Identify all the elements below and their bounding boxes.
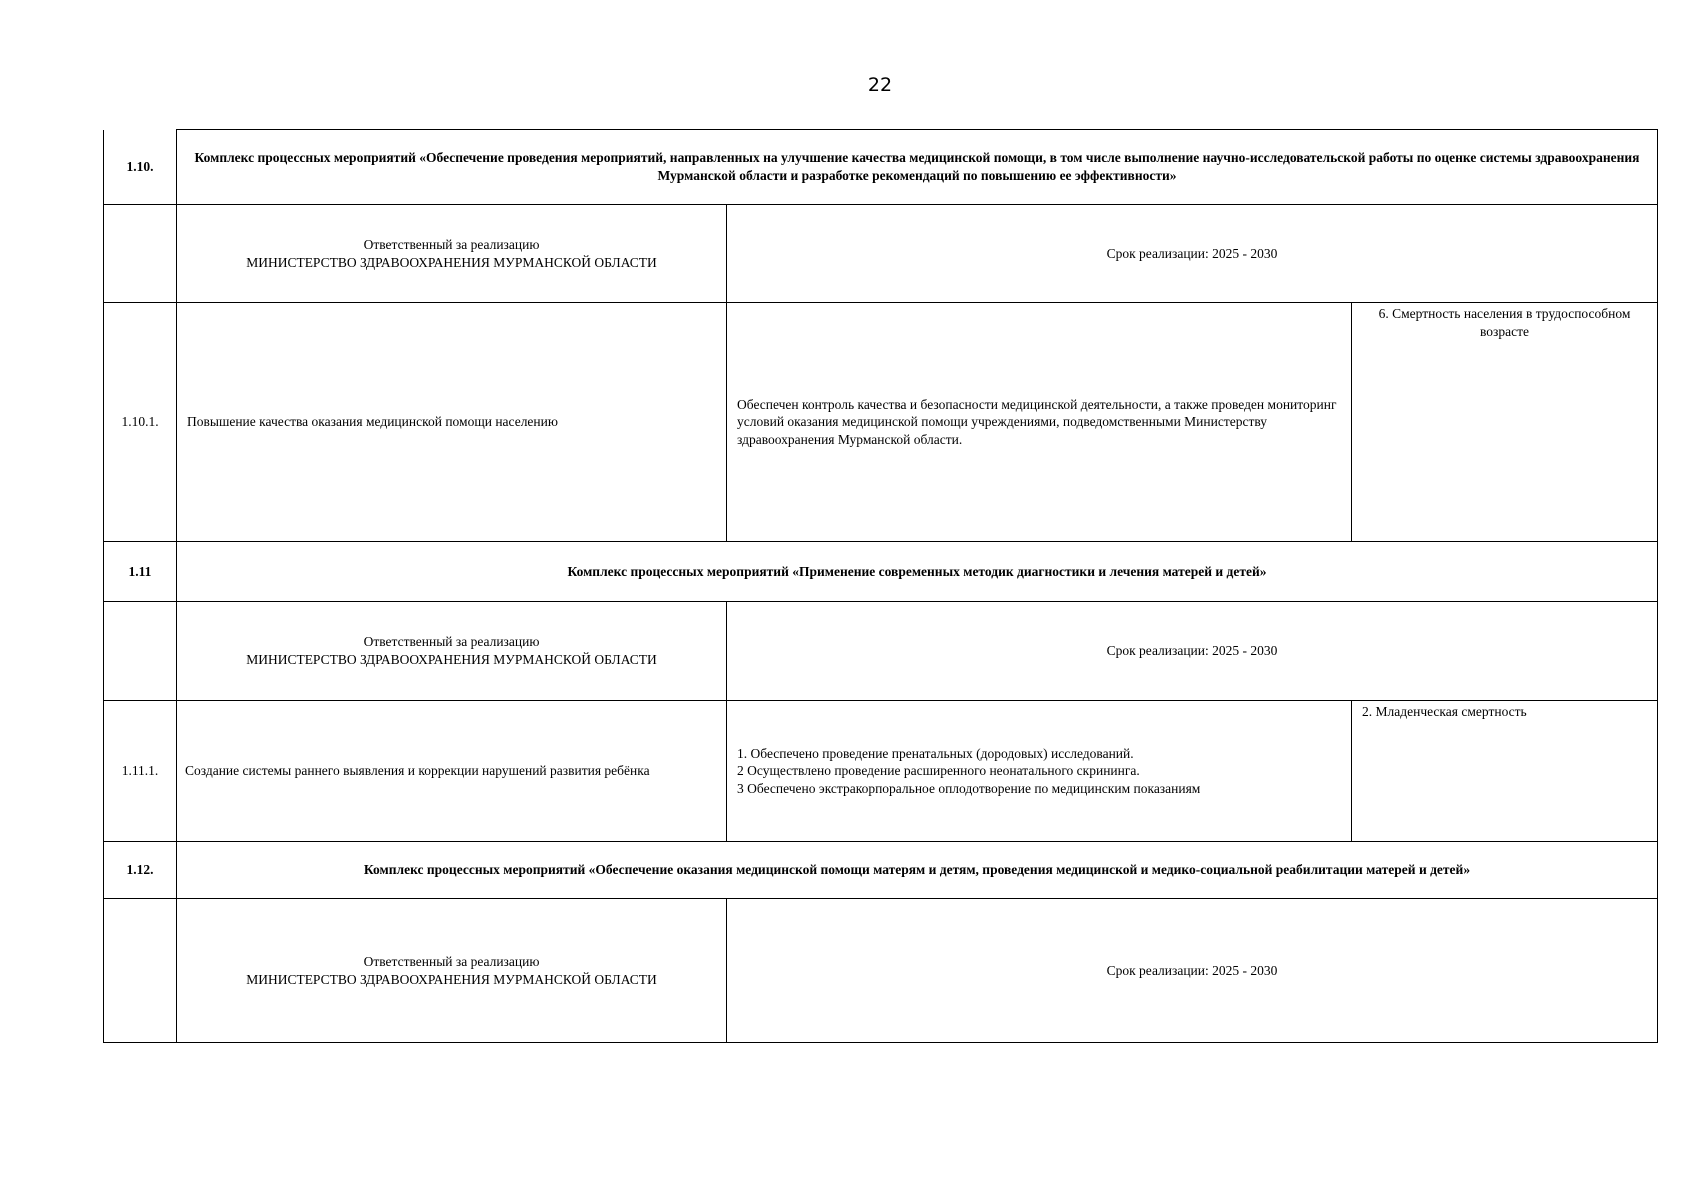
empty-cell [104,602,177,701]
period-cell: Срок реализации: 2025 - 2030 [727,602,1658,701]
responsible-row [104,205,1658,303]
item-results [727,701,1352,842]
period-cell: Срок реализации: 2025 - 2030 [727,899,1658,1043]
responsible-label: Ответственный за реализацию [363,634,540,650]
item-number: 1.11.1. [104,701,177,842]
item-row [104,701,1658,842]
section-number: 1.11 [104,542,177,602]
responsible-org: МИНИСТЕРСТВО ЗДРАВООХРАНЕНИЯ МУРМАНСКОЙ ОБЛАСТИ [246,254,657,270]
responsible-label: Ответственный за реализацию [363,953,540,969]
responsible-row [104,899,1658,1043]
period-cell: Срок реализации: 2025 - 2030 [727,205,1658,303]
empty-cell [104,899,177,1043]
section-header-row [104,542,1658,602]
section-number: 1.10. [104,130,177,205]
empty-cell [104,205,177,303]
section-header-row [104,130,1658,205]
item-indicator: 6. Смертность населения в трудоспособном возрасте [1352,303,1658,542]
section-header-row [104,842,1658,899]
section-number: 1.12. [104,842,177,899]
section-title: Комплекс процессных мероприятий «Обеспечение оказания медицинской помощи матерям и детям, проведения медицинской и медико-социальной реабилитации матерей и детей» [177,842,1658,899]
section-title: Комплекс процессных мероприятий «Применение современных методик диагностики и лечения матерей и детей» [177,542,1658,602]
result-line: 2 Осуществлено проведение расширенного неонатального скрининга. [737,763,1140,779]
page-number: 22 [867,74,893,96]
measures-table [103,129,1658,1043]
responsible-cell [177,899,727,1043]
responsible-cell [177,602,727,701]
responsible-row [104,602,1658,701]
item-row [104,303,1658,542]
item-results: Обеспечен контроль качества и безопасности медицинской деятельности, а также проведен мониторинг условий оказания медицинской помощи учреждениями, подведомственными Министерству здравоохранения Мурманской области. [727,303,1352,542]
item-number: 1.10.1. [104,303,177,542]
responsible-cell [177,205,727,303]
item-indicator: 2. Младенческая смертность [1352,701,1658,842]
responsible-org: МИНИСТЕРСТВО ЗДРАВООХРАНЕНИЯ МУРМАНСКОЙ ОБЛАСТИ [246,652,657,667]
item-name: Создание системы раннего выявления и коррекции нарушений развития ребёнка [177,701,727,842]
responsible-label: Ответственный за реализацию [363,236,540,252]
result-line: 3 Обеспечено экстракорпоральное оплодотворение по медицинским показаниям [737,780,1201,796]
result-line: 1. Обеспечено проведение пренатальных (дородовых) исследований. [737,745,1134,761]
section-title: Комплекс процессных мероприятий «Обеспечение проведения мероприятий, направленных на улучшение качества медицинской помощи, в том числе выполнение научно-исследовательской работы по оценке системы здравоохранения Мурманской области и разработке рекомендаций по повышению ее эффективности» [177,130,1658,205]
item-name: Повышение качества оказания медицинской помощи населению [177,303,727,542]
responsible-org: МИНИСТЕРСТВО ЗДРАВООХРАНЕНИЯ МУРМАНСКОЙ ОБЛАСТИ [246,971,657,987]
